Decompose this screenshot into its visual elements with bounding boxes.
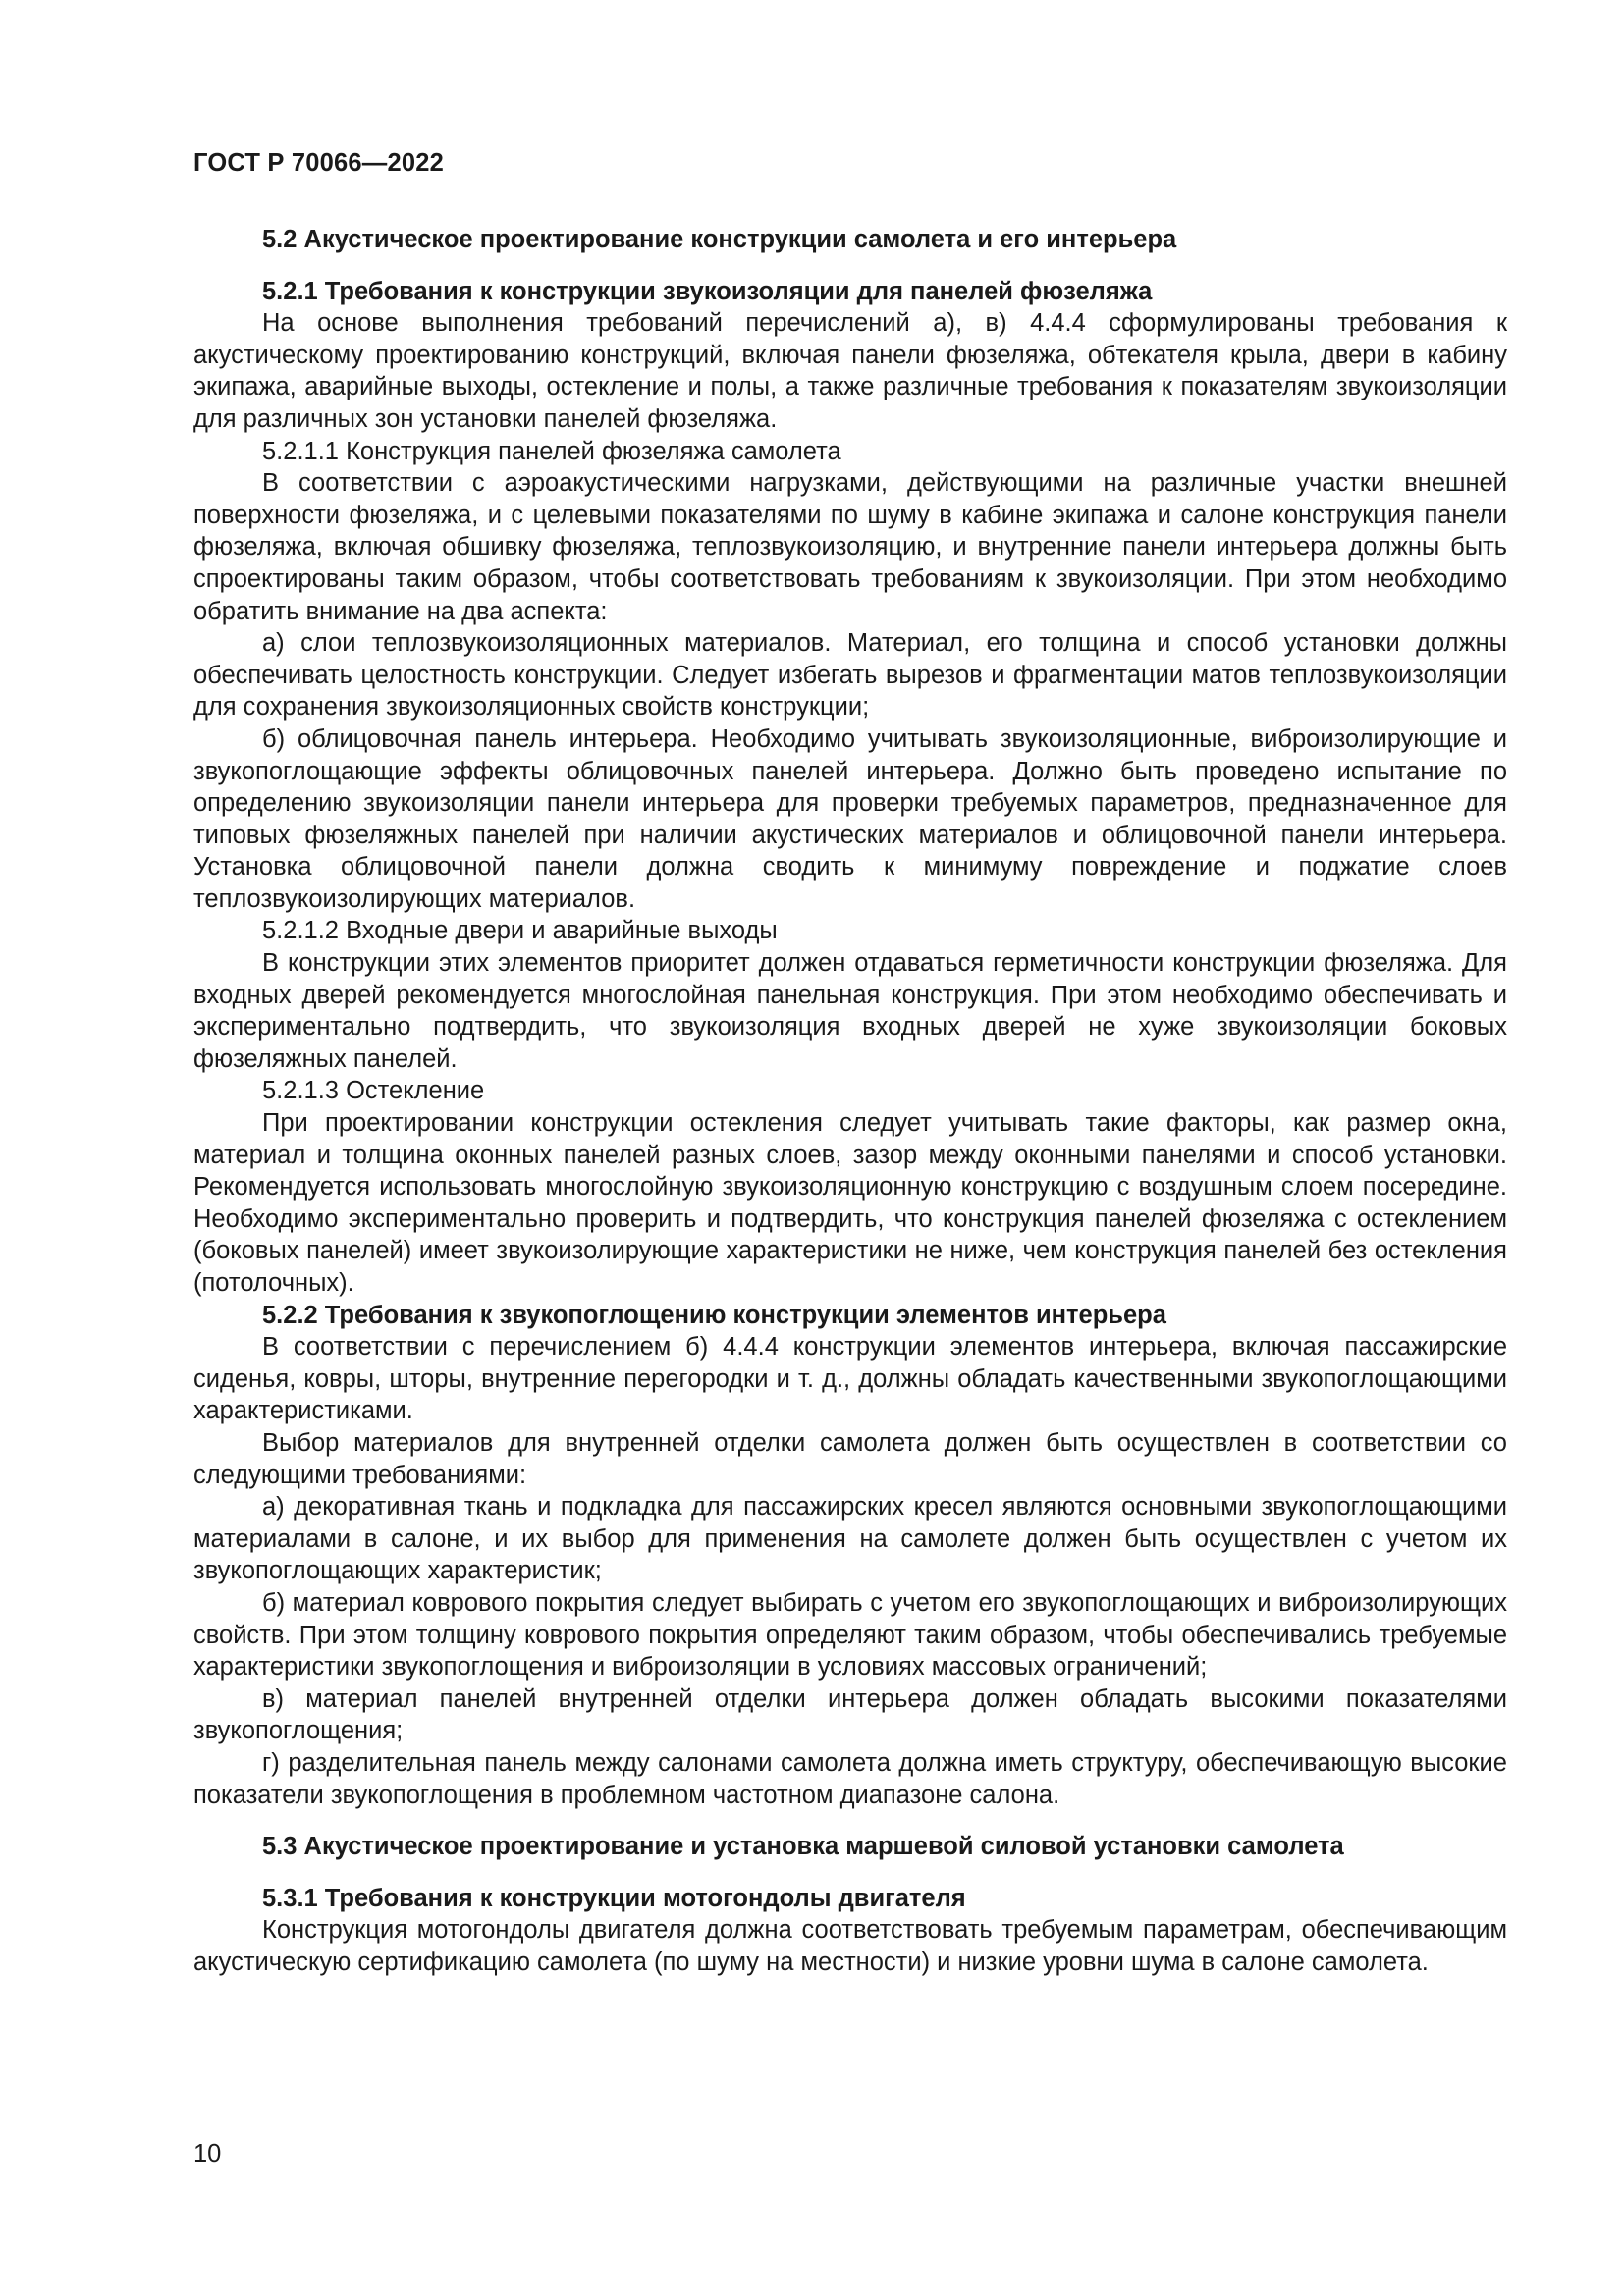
section-5-2-1-intro: На основе выполнения требований перечислений а), в) 4.4.4 сформулированы требования к акустическому проектированию конструкций, включая панели фюзеляжа, обтекателя крыла, двери в кабину экипажа, аварийные выходы, остекление и полы, а также различные требования к показателям звукоизоляции для различных зон установки панелей фюзеляжа. bbox=[193, 309, 1507, 433]
clause-5-2-1-3-text: При проектировании конструкции остекления следует учитывать такие факторы, как размер окна, материал и толщина оконных панелей разных слоев, зазор между оконными панелями и способ установки. Рекомендуется использовать многослойную звукоизоляционную конструкцию с воздушным слоем посередине. Необходимо экспериментально проверить и подтвердить, что конструкция панелей фюзеляжа с остеклением (боковых панелей) имеет звукоизолирующие характеристики не ниже, чем конструкция панелей без остекления (потолочных). bbox=[193, 1109, 1507, 1297]
section-5-2-heading: 5.2 Акустическое проектирование конструкции самолета и его интерьера bbox=[262, 226, 1177, 253]
section-5-2-2-item-b: б) материал коврового покрытия следует выбирать с учетом его звукопоглощающих и виброизолирующих свойств. При этом толщину коврового покрытия определяют таким образом, чтобы обеспечивались требуемые характеристики звукопоглощения и виброизоляции в условиях массовых ограничений; bbox=[193, 1588, 1507, 1682]
section-5-3-1-text: Конструкция мотогондолы двигателя должна соответствовать требуемым параметрам, обеспечивающим акустическую сертификацию самолета (по шуму на местности) и низкие уровни шума в салоне самолета. bbox=[193, 1916, 1507, 1976]
clause-5-2-1-1-item-a: а) слои теплозвукоизоляционных материалов. Материал, его толщина и способ установки должны обеспечивать целостность конструкции. Следует избегать вырезов и фрагментации матов теплозвукоизоляции для сохранения звукоизоляционных свойств конструкции; bbox=[193, 629, 1507, 721]
section-5-2-2-item-c: в) материал панелей внутренней отделки интерьера должен обладать высокими показателями звукопоглощения; bbox=[193, 1684, 1507, 1745]
clause-5-2-1-1-title: 5.2.1.1 Конструкция панелей фюзеляжа самолета bbox=[262, 437, 841, 465]
document-body bbox=[193, 224, 1507, 1978]
clause-5-2-1-3-title: 5.2.1.3 Остекление bbox=[262, 1077, 485, 1105]
section-5-2-2-item-a: а) декоративная ткань и подкладка для пассажирских кресел являются основными звукопоглощающими материалами в салоне, и их выбор для применения на самолете должен быть осуществлен с учетом их звукопоглощающих характеристик; bbox=[193, 1493, 1507, 1585]
section-5-2-2-paragraph-1: В соответствии с перечислением б) 4.4.4 конструкции элементов интерьера, включая пассажирские сиденья, ковры, шторы, внутренние перегородки и т. д., должны обладать качественными звукопоглощающими характеристиками. bbox=[193, 1333, 1507, 1425]
section-5-2-2-heading: 5.2.2 Требования к звукопоглощению конструкции элементов интерьера bbox=[262, 1301, 1166, 1329]
clause-5-2-1-2-text: В конструкции этих элементов приоритет должен отдаваться герметичности конструкции фюзеляжа. Для входных дверей рекомендуется многослойная панельная конструкция. При этом необходимо обеспечивать и экспериментально подтвердить, что звукоизоляция входных дверей не хуже звукоизоляции боковых фюзеляжных панелей. bbox=[193, 949, 1507, 1073]
section-5-3-heading: 5.3 Акустическое проектирование и установка маршевой силовой установки самолета bbox=[262, 1833, 1344, 1861]
section-5-2-2-paragraph-2: Выбор материалов для внутренней отделки самолета должен быть осуществлен в соответствии со следующими требованиями: bbox=[193, 1428, 1507, 1489]
section-5-2-1-heading: 5.2.1 Требования к конструкции звукоизоляции для панелей фюзеляжа bbox=[262, 277, 1153, 305]
clause-5-2-1-1-item-b: б) облицовочная панель интерьера. Необходимо учитывать звукоизоляционные, виброизолирующие и звукопоглощающие эффекты облицовочных панелей интерьера. Должно быть проведено испытание по определению звукоизоляции панели интерьера для проверки требуемых параметров, предназначенное для типовых фюзеляжных панелей при наличии акустических материалов и облицовочной панели интерьера. Установка облицовочной панели должна сводить к минимуму повреждение и поджатие слоев теплозвукоизолирующих материалов. bbox=[193, 724, 1507, 913]
clause-5-2-1-1-text: В соответствии с аэроакустическими нагрузками, действующими на различные участки внешней поверхности фюзеляжа, и с целевыми показателями по шуму в кабине экипажа и салоне конструкция панели фюзеляжа, включая обшивку фюзеляжа, теплозвукоизоляцию, и внутренние панели интерьера должны быть спроектированы таким образом, чтобы соответствовать требованиям к звукоизоляции. При этом необходимо обратить внимание на два аспекта: bbox=[193, 469, 1507, 625]
section-5-3-1-heading: 5.3.1 Требования к конструкции мотогондолы двигателя bbox=[262, 1884, 966, 1912]
section-5-2-2-item-d: г) разделительная панель между салонами самолета должна иметь структуру, обеспечивающую высокие показатели звукопоглощения в проблемном частотном диапазоне салона. bbox=[193, 1748, 1507, 1809]
page-number: 10 bbox=[193, 2140, 222, 2167]
clause-5-2-1-2-title: 5.2.1.2 Входные двери и аварийные выходы bbox=[262, 917, 778, 945]
document-code-header: ГОСТ Р 70066—2022 bbox=[193, 149, 445, 177]
